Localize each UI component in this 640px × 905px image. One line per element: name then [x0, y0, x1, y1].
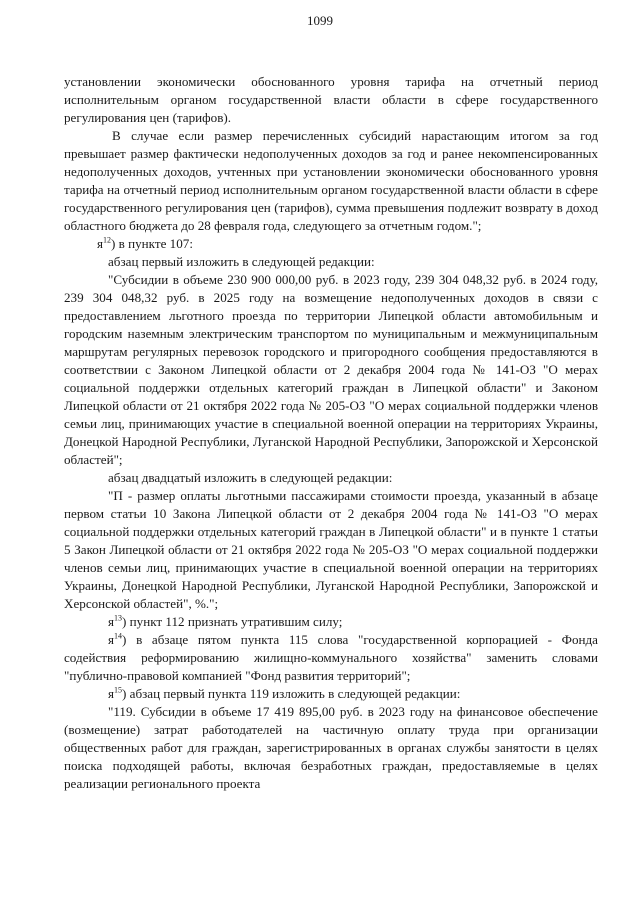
- paragraph-item-ya15: [64, 685, 598, 703]
- item-text: ) в пункте 107:: [111, 236, 193, 251]
- paragraph-excess-refund: В случае если размер перечисленных субсидий нарастающим итогом за год превышает размер фактически недополученных доходов за год и ранее некомпенсированных недополученных доходов, учтенных при установлении экономически обоснованного уровня тарифа на отчетный период исполнительным органом государственной власти области в сфере государственного регулирования цен (тарифов), сумма превышения подлежит возврату в доход областного бюджета до 28 февраля года, следующего за отчетным годом.";: [64, 128, 598, 233]
- paragraph-tariff-continuation: установлении экономически обоснованного уровня тарифа на отчетный период исполнительным органом государственной власти области в сфере государственного регулирования цен (тарифов).: [64, 74, 598, 125]
- paragraph-twentieth-abzac: абзац двадцатый изложить в следующей редакции:: [108, 470, 393, 485]
- page-number: 1099: [307, 13, 333, 28]
- paragraph-payment-definition: "П - размер оплаты льготными пассажирами стоимости проезда, указанный в абзаце первом статьи 10 Закона Липецкой области от 2 декабря 2004 года № 141-ОЗ "О мерах социальной поддержки отдельных категорий граждан в Липецкой области" и в пункте 1 статьи 5 Закон Липецкой области от 21 октября 2022 года № 205-ОЗ "О мерах социальной поддержки членов семьи лиц, принимающих участие в специальной военной операции на территориях Украины, Донецкой Народной Республики, Луганской Народной Республики, Запорожской и Херсонской областей", %.";: [64, 488, 598, 611]
- paragraph-item-ya14: [64, 631, 598, 685]
- item-letter: я: [97, 236, 104, 251]
- paragraph-subsidies-quote: "Субсидии в объеме 230 900 000,00 руб. в 2023 году, 239 304 048,32 руб. в 2024 году, 239 304 048,32 руб. в 2025 году на возмещение недополученных доходов в связи с предоставлением льготного проезда по территории Липецкой области автомобильным и городским наземным электрическим транспортом по муниципальным и межмуниципальным маршрутам регулярных перевозок городского и пригородного сообщения предоставляются в соответствии с Законом Липецкой области от 2 декабря 2004 года № 141-ОЗ "О мерах социальной поддержки отдельных категорий граждан в Липецкой области" и Законом Липецкой области от 21 октября 2022 года № 205-ОЗ "О мерах социальной поддержки членов семьи лиц, принимающих участие в специальной военной операции на территориях Украины, Донецкой Народной Республики, Луганской Народной Республики, Запорожской и Херсонской областей";: [64, 272, 598, 467]
- item-superscript: 15: [114, 685, 123, 695]
- item-letter: я: [108, 632, 115, 647]
- document-body: [64, 73, 598, 793]
- paragraph-subsidies-119: "119. Субсидии в объеме 17 419 895,00 руб. в 2023 году на финансовое обеспечение (возмещение) затрат работодателей на частичную оплату труда при организации общественных работ для граждан, зарегистрированных в органах службы занятости в целях поиска подходящей работы, включая безработных граждан, предоставляемые в целях реализации регионального проекта: [64, 704, 598, 791]
- item-letter: я: [108, 686, 115, 701]
- item-superscript: 12: [103, 235, 112, 245]
- item-superscript: 14: [114, 631, 123, 641]
- item-letter: я: [108, 614, 115, 629]
- item-text: ) абзац первый пункта 119 изложить в следующей редакции:: [122, 686, 461, 701]
- paragraph-item-ya12: [64, 235, 598, 253]
- item-superscript: 13: [114, 613, 123, 623]
- item-text: ) пункт 112 признать утратившим силу;: [122, 614, 343, 629]
- item-text: ) в абзаце пятом пункта 115 слова "государственной корпорацией - Фонда содействия реформированию жилищно-коммунального хозяйства" заменить словами "публично-правовой компанией "Фонд развития территорий";: [64, 632, 598, 683]
- paragraph-item-ya13: [64, 613, 598, 631]
- paragraph-first-abzac: абзац первый изложить в следующей редакции:: [108, 254, 375, 269]
